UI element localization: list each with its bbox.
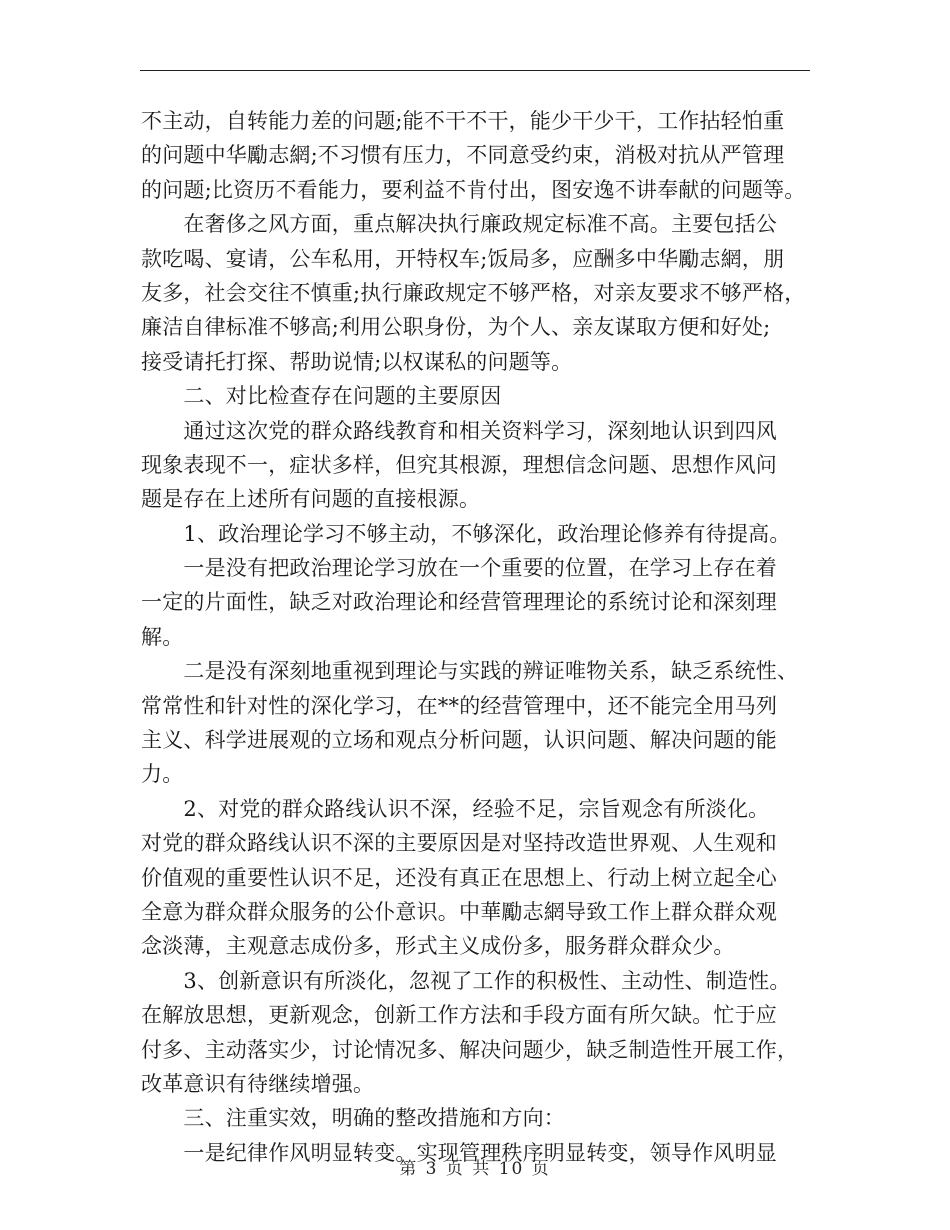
text-line: 解。 xyxy=(141,624,184,649)
header-rule xyxy=(140,70,810,71)
text-line: 题是存在上述所有问题的直接根源。 xyxy=(141,487,481,512)
subsection-heading: 1、政治理论学习不够主动，不够深化，政治理论修养有待提高。 xyxy=(141,521,791,546)
text-line: 的问题中华勵志網;不习惯有压力，不同意受约束，消极对抗从严管理 xyxy=(141,143,785,168)
text-line: 一是纪律作风明显转变。实现管理秩序明显转变，领导作风明显 xyxy=(141,1140,777,1165)
text-line: 现象表现不一，症状多样，但究其根源，理想信念问题、思想作风问 xyxy=(141,452,777,477)
section-heading: 三、注重实效，明确的整改措施和方向： xyxy=(141,1106,565,1131)
text-line: 改革意识有待继续增强。 xyxy=(141,1071,375,1096)
text-line: 主义、科学进展观的立场和观点分析问题，认识问题、解决问题的能 xyxy=(141,728,777,753)
text-line: 一是没有把政治理论学习放在一个重要的位置，在学习上存在着 xyxy=(141,556,777,581)
document-body xyxy=(141,104,813,1170)
text-line: 念淡薄，主观意志成份多，形式主义成份多，服务群众群众少。 xyxy=(141,934,735,959)
text-line: 二是没有深刻地重视到理论与实践的辨证唯物关系，缺乏系统性、 xyxy=(141,659,799,684)
text-line: 在解放思想，更新观念，创新工作方法和手段方面有所欠缺。忙于应 xyxy=(141,1003,777,1028)
text-line: 力。 xyxy=(141,762,184,787)
text-line: 款吃喝、宴请，公车私用，开特权车;饭局多，应酬多中华勵志網，朋 xyxy=(141,246,785,271)
section-heading: 二、对比检查存在问题的主要原因 xyxy=(141,384,502,409)
text-line: 不主动，自转能力差的问题;能不干不干，能少干少干，工作拈轻怕重 xyxy=(141,109,785,133)
page-footer: 第 3 页 共 10 页 xyxy=(399,1159,551,1179)
text-line: 常常性和针对性的深化学习，在**的经营管理中，还不能完全用马列 xyxy=(141,693,778,718)
text-line: 付多、主动落实少，讨论情况多、解决问题少，缺乏制造性开展工作， xyxy=(141,1037,799,1062)
text-line: 通过这次党的群众路线教育和相关资料学习，深刻地认识到四风 xyxy=(141,418,777,443)
text-line: 廉洁自律标准不够高;利用公职身份，为个人、亲友谋取方便和好处; xyxy=(141,315,771,340)
text-line: 在奢侈之风方面，重点解决执行廉政规定标准不高。主要包括公 xyxy=(141,212,777,237)
text-line: 接受请托打探、帮助说情;以权谋私的问题等。 xyxy=(141,349,573,374)
subsection-heading: 3、创新意识有所淡化，忽视了工作的积极性、主动性、制造性。 xyxy=(141,968,791,993)
text-line: 友多，社会交往不慎重;执行廉政规定不够严格，对亲友要求不够严格， xyxy=(141,280,806,305)
text-line: 价值观的重要性认识不足，还没有真正在思想上、行动上树立起全心 xyxy=(141,865,777,890)
text-line: 对党的群众路线认识不深的主要原因是对坚持改造世界观、人生观和 xyxy=(141,831,777,856)
text-line: 的问题;比资历不看能力，要利益不肯付出，图安逸不讲奉献的问题等。 xyxy=(141,177,806,202)
text-line: 全意为群众群众服务的公仆意识。中華勵志網导致工作上群众群众观 xyxy=(141,899,777,924)
subsection-heading: 2、对党的群众路线认识不深，经验不足，宗旨观念有所淡化。 xyxy=(141,796,770,821)
text-line: 一定的片面性，缺乏对政治理论和经营管理理论的系统讨论和深刻理 xyxy=(141,590,777,615)
